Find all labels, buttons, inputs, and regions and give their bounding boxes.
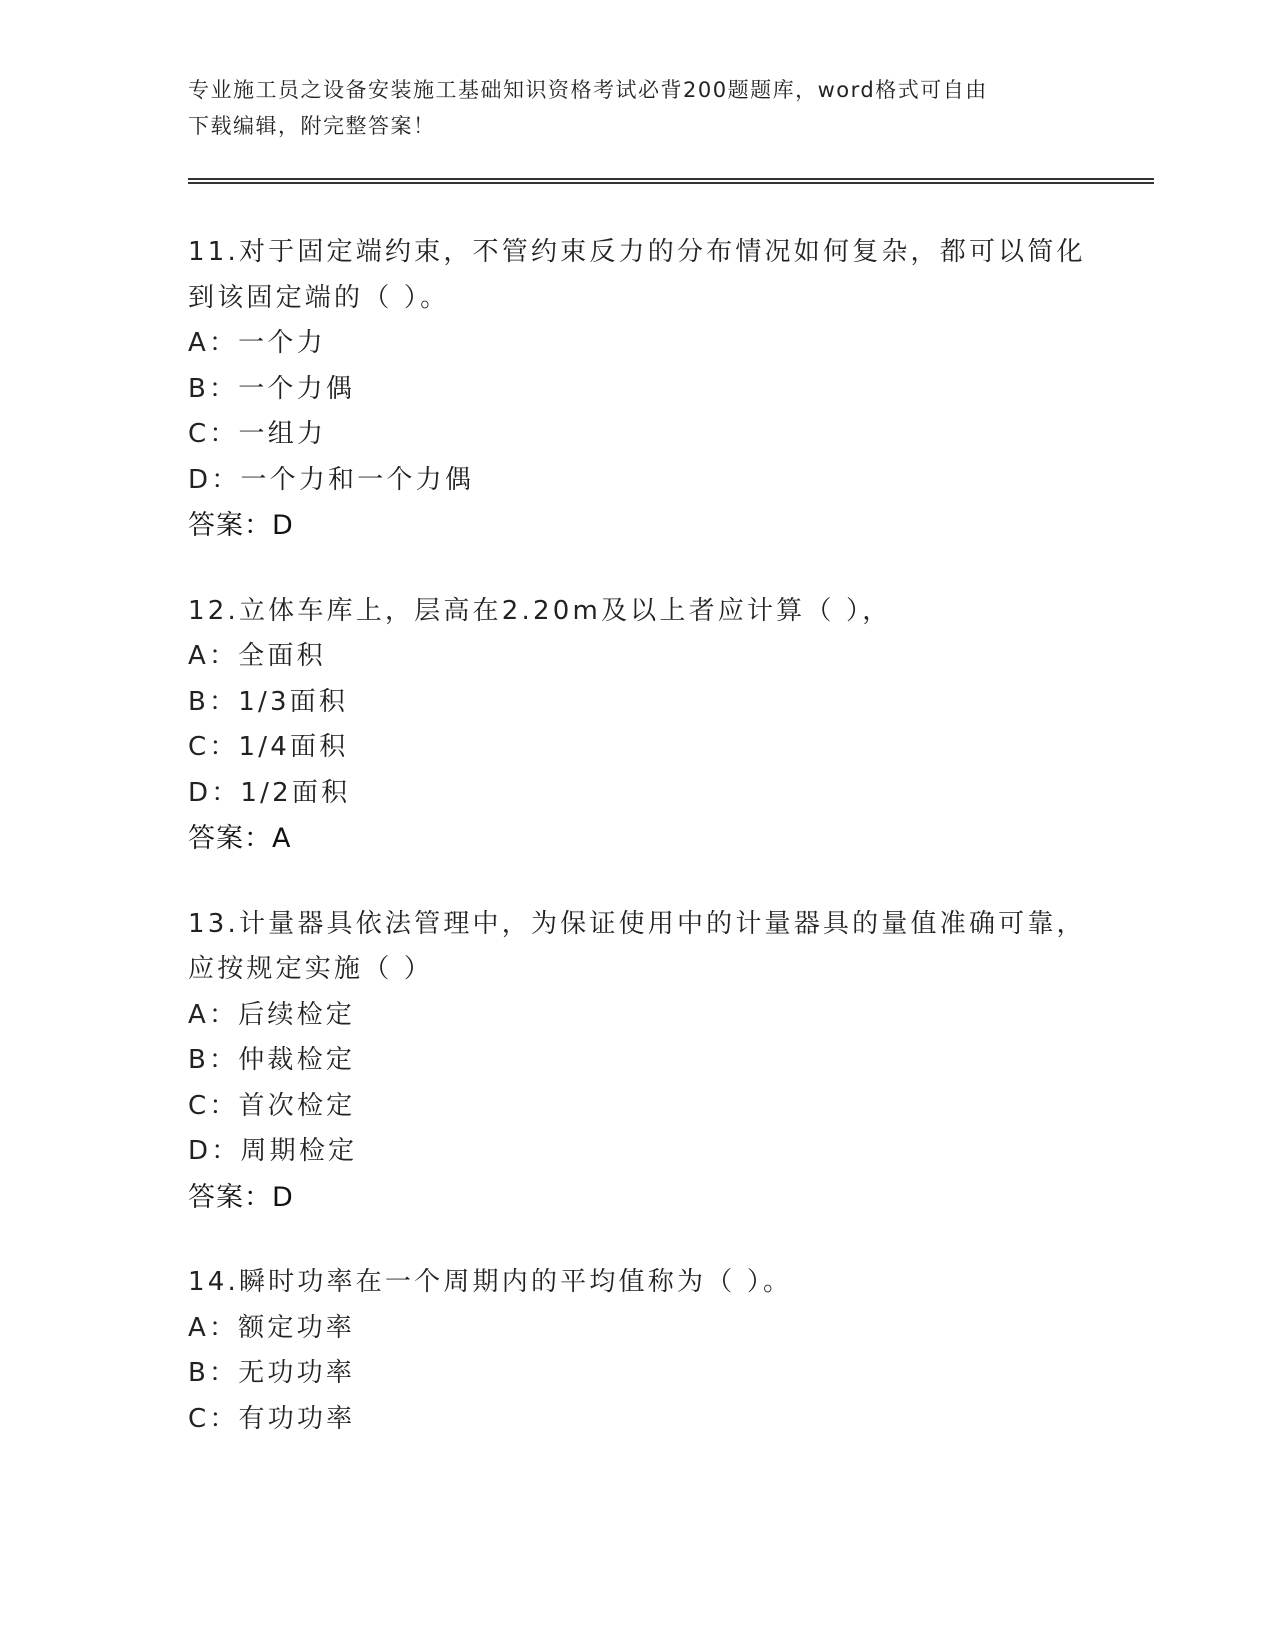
option-d: D：1/2面积 [188, 777, 351, 808]
option-c: C：一组力 [188, 419, 327, 449]
question-14 [188, 1260, 1088, 1442]
question-11 [188, 230, 1088, 549]
answer-line: 答案：D [188, 1181, 294, 1213]
question-stem: 11.对于固定端约束，不管约束反力的分布情况如何复杂，都可以简化 [188, 237, 1086, 267]
header-double-rule [188, 178, 1154, 184]
question-list [188, 230, 1088, 1482]
option-d: D：周期检定 [188, 1136, 358, 1166]
option-b: B：无功功率 [188, 1358, 356, 1388]
option-c: C：有功功率 [188, 1403, 356, 1434]
header-line-2: 下载编辑，附完整答案！ [188, 114, 436, 138]
question-stem: 到该固定端的（ ）。 [188, 282, 450, 313]
question-13 [188, 902, 1088, 1221]
option-c: C：首次检定 [188, 1090, 356, 1121]
option-a: A：全面积 [188, 641, 326, 671]
question-12 [188, 589, 1088, 862]
option-a: A：额定功率 [188, 1312, 355, 1343]
question-stem: 12.立体车库上，层高在2.20m及以上者应计算（ ）， [188, 595, 892, 626]
option-c: C：1/4面积 [188, 732, 349, 762]
question-stem: 应按规定实施（ ） [188, 954, 434, 984]
question-stem: 13.计量器具依法管理中，为保证使用中的计量器具的量值准确可靠， [188, 908, 1086, 939]
answer-line: 答案：D [188, 510, 294, 541]
option-b: B：一个力偶 [188, 373, 356, 404]
option-a: A：后续检定 [188, 999, 355, 1030]
question-stem: 14.瞬时功率在一个周期内的平均值称为（ ）。 [188, 1267, 793, 1297]
option-b: B：1/3面积 [188, 686, 349, 717]
option-d: D：一个力和一个力偶 [188, 464, 475, 495]
document-header [188, 72, 1088, 144]
answer-line: 答案：A [188, 823, 292, 854]
option-a: A：一个力 [188, 328, 326, 358]
option-b: B：仲裁检定 [188, 1045, 356, 1075]
header-line-1: 专业施工员之设备安装施工基础知识资格考试必背200题题库，word格式可自由 [188, 78, 988, 102]
